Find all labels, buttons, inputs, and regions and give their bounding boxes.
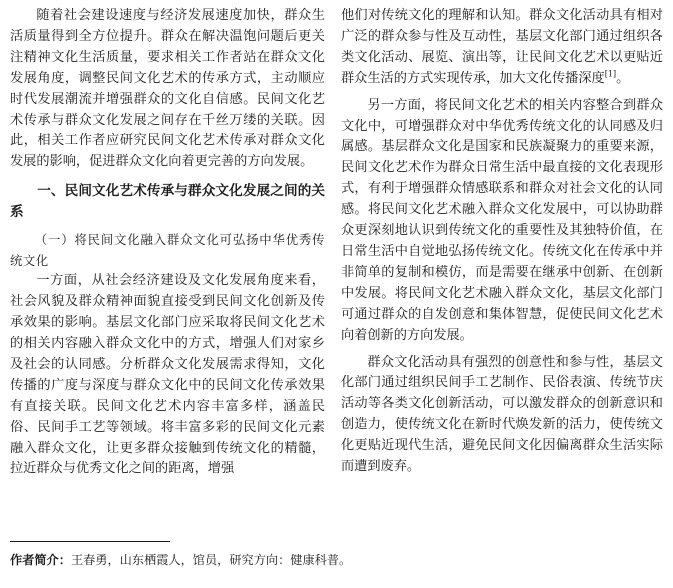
section-heading: 一、民间文化艺术传承与群众文化发展之间的关系	[10, 183, 325, 221]
body-paragraph-3: 群众文化活动具有强烈的创意性和参与性，基层文化部门通过组织民间手工艺制作、民俗表演、传统节庆活动等各类文化创新活动，可以激发群众的创新意识和创造力，使传统文化在新时代焕发新的活力，使传统文化更贴近现代生活，避免民间文化因偏离群众生活实际而遭到废弃。	[341, 354, 663, 475]
footnote-text: 王春勇，山东栖霞人，馆员，研究方向：健康科普。	[70, 553, 352, 567]
footnote-label: 作者简介：	[10, 553, 71, 567]
continued-text: 他们对传统文化的理解和认知。群众文化活动具有相对广泛的群众参与性及互动性，基层文化部门通过组织各类文化活动、展览、演出等，让民间文化艺术以更贴近群众生活的方式实现传承，加大文化传播深度	[341, 8, 663, 86]
intro-paragraph: 随着社会建设速度与经济发展速度加快，群众生活质量得到全方位提升。群众在解决温饱问题后更关注精神文化生活质量，要求相关工作者站在群众文化发展角度，调整民间文化艺术的传承方式，主动顺应时代发展潮流并增强群众的文化自信感。民间文化艺术传承与群众文化发展之间存在千丝万缕的关联。因此，相关工作者应研究民间文化艺术传承对群众文化发展的影响，促进群众文化向着更完善的方向发展。	[10, 8, 325, 170]
right-column	[341, 6, 663, 478]
citation-marker: [1]	[604, 69, 617, 79]
footnote-separator	[10, 541, 170, 542]
body-paragraph: 一方面，从社会经济建设及文化发展角度来看，社会风貌及群众精神面貌直接受到民间文化创新及传承效果的影响。基层文化部门应采取将民间文化艺术的相关内容融入群众文化中的方式，增强人们对家乡及社会的认同感。分析群众文化发展需求得知，文化传播的广度与深度与群众文化中的民间文化传承效果有直接关联。民间文化艺术内容丰富多样，涵盖民俗、民间手工艺等领域。将丰富多彩的民间文化元素融入群众文化，让更多群众接触到传统文化的精髓，拉近群众与优秀文化之间的距离，增强	[10, 273, 325, 477]
subsection-heading: （一）将民间文化融入群众文化可弘扬中华优秀传统文化	[10, 232, 325, 269]
author-footnote	[10, 551, 660, 569]
continued-text-end: 。	[616, 70, 630, 86]
left-column	[10, 6, 325, 480]
body-paragraph-2: 另一方面，将民间文化艺术的相关内容整合到群众文化中，可增强群众对中华优秀传统文化的认同感及归属感。基层群众文化是国家和民族凝聚力的重要来源，民间文化艺术作为群众日常生活中最直接的文化表现形式，有利于增强群众情感联系和群众对社会文化的认同感。将民间文化艺术融入群众文化发展中，可以协助群众更深刻地认识到传统文化的重要性及其独特价值，在日常生活中自觉地弘扬传统文化。传统文化在传承中并非简单的复制和模仿，而是需要在继承中创新、在创新中发展。将民间文化艺术融入群众文化，基层文化部门可通过群众的自发创意和集体智慧，促使民间文化艺术向着创新的方向发展。	[341, 97, 663, 343]
continued-paragraph	[341, 6, 663, 90]
